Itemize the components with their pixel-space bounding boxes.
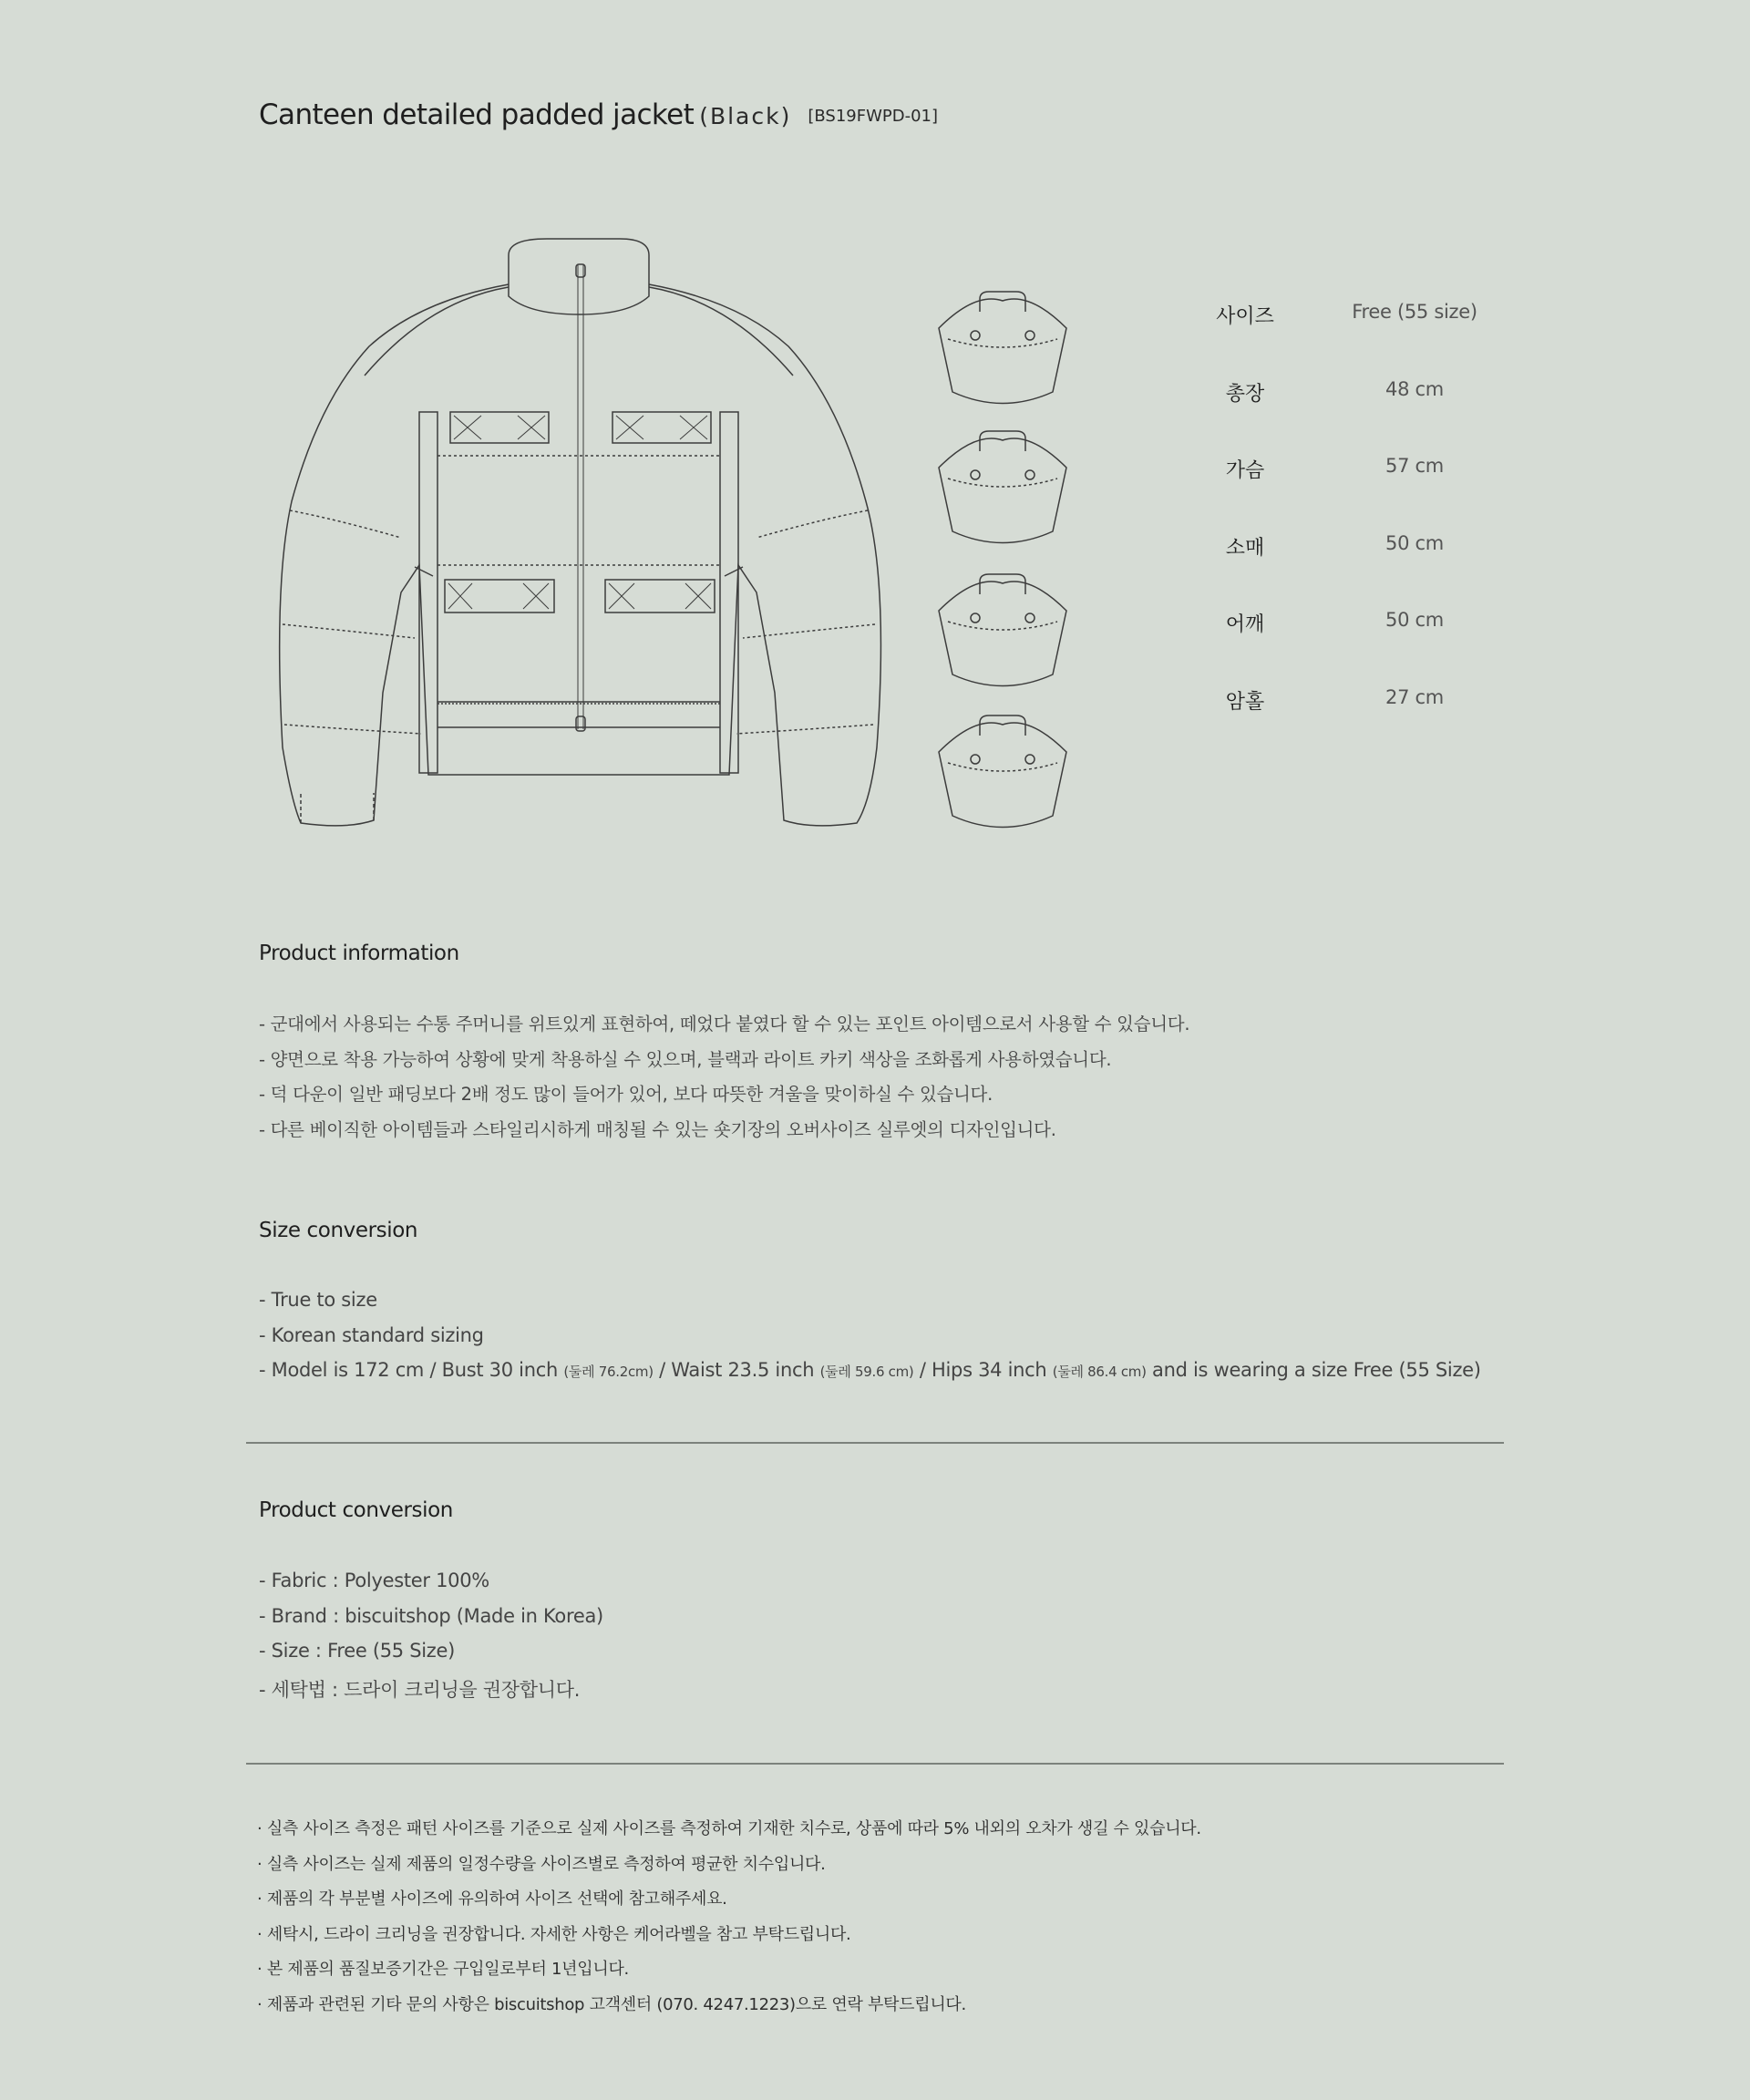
size-row <box>1185 378 1549 456</box>
size-value: 50 cm <box>1385 531 1444 554</box>
note-item: · 본 제품의 품질보증기간은 구입일로부터 1년입니다. <box>257 1960 629 1979</box>
size-row <box>1185 532 1549 610</box>
size-conversion-title: Size conversion <box>259 1219 418 1242</box>
size-label: 가슴 <box>1225 459 1265 483</box>
size-value: Free (55 size) <box>1352 301 1477 323</box>
product-information-list <box>259 1010 1189 1150</box>
note-item: · 세탁시, 드라이 크리닝을 권장합니다. 자세한 사항은 케어라벨을 참고 부탁드립니다. <box>257 1924 851 1944</box>
size-value: 57 cm <box>1385 455 1444 478</box>
size-value: 48 cm <box>1385 377 1444 400</box>
size-label: 총장 <box>1225 382 1265 406</box>
list-item: - 양면으로 착용 가능하여 상황에 맞게 착용하실 수 있으며, 블랙과 라이트 카키 색상을 조화롭게 사용하였습니다. <box>259 1048 1112 1070</box>
size-value: 27 cm <box>1385 685 1444 708</box>
product-code: [BS19FWPD-01] <box>808 107 939 126</box>
size-label: 소매 <box>1225 536 1265 560</box>
size-label: 사이즈 <box>1216 305 1274 328</box>
zipper <box>578 264 583 729</box>
list-item: - Fabric : Polyester 100% <box>259 1570 489 1591</box>
canteen-pouch-2 <box>939 431 1066 543</box>
product-conversion-title: Product conversion <box>259 1498 453 1522</box>
size-label: 어깨 <box>1225 613 1265 637</box>
size-row <box>1185 301 1549 378</box>
size-value: 50 cm <box>1385 609 1444 632</box>
size-row <box>1185 609 1549 686</box>
canteen-pouch-3 <box>939 574 1066 686</box>
size-conversion-list <box>259 1289 1481 1395</box>
divider <box>246 1763 1504 1765</box>
note-item: · 제품과 관련된 기타 문의 사항은 biscuitshop 고객센터 (070. 4247.1223)으로 연락 부탁드립니다. <box>257 1994 966 2014</box>
note-item: · 실측 사이즈는 실제 제품의 일정수량을 사이즈별로 측정하여 평균한 치수입니다. <box>257 1854 826 1874</box>
divider <box>246 1442 1504 1444</box>
tab-upper-left <box>450 412 549 443</box>
list-item: - 군대에서 사용되는 수통 주머니를 위트있게 표현하여, 떼었다 붙였다 할 수 있는 포인트 아이템으로서 사용할 수 있습니다. <box>259 1014 1190 1035</box>
canteen-pouch-1 <box>939 292 1066 404</box>
list-item: - 다른 베이직한 아이템들과 스타일리시하게 매칭될 수 있는 숏기장의 오버사이즈 실루엣의 디자인입니다. <box>259 1118 1056 1140</box>
list-item: - True to size <box>259 1289 377 1311</box>
product-color: (Black) <box>699 103 792 129</box>
list-item: - 덕 다운이 일반 패딩보다 2배 정도 많이 들어가 있어, 보다 따뜻한 겨울을 맞이하실 수 있습니다. <box>259 1084 993 1106</box>
list-item: - 세탁법 : 드라이 크리닝을 권장합니다. <box>259 1678 581 1701</box>
product-title <box>259 98 938 131</box>
product-conversion-list <box>259 1570 603 1710</box>
list-item: - Size : Free (55 Size) <box>259 1640 456 1662</box>
tab-lower-left <box>445 580 554 612</box>
notes-list <box>257 1816 1201 2026</box>
left-strap <box>419 412 438 773</box>
jacket-body <box>280 284 881 826</box>
list-item: - Korean standard sizing <box>259 1323 484 1346</box>
canteen-pouch-4 <box>939 715 1066 828</box>
note-item: · 제품의 각 부분별 사이즈에 유의하여 사이즈 선택에 참고해주세요. <box>257 1889 727 1909</box>
tab-upper-right <box>612 412 711 443</box>
size-row <box>1185 686 1549 764</box>
note-item: · 실측 사이즈 측정은 패턴 사이즈를 기준으로 실제 사이즈를 측정하여 기재한 치수로, 상품에 따라 5% 내외의 오차가 생길 수 있습니다. <box>257 1819 1201 1838</box>
size-label: 암홀 <box>1225 690 1265 714</box>
size-table <box>1185 301 1549 764</box>
list-item: - Brand : biscuitshop (Made in Korea) <box>259 1604 603 1627</box>
product-information-title: Product information <box>259 942 459 965</box>
model-measurements: - Model is 172 cm / Bust 30 inch (둘레 76.2cm) / Waist 23.5 inch (둘레 59.6 cm) / Hips 34 inch (둘레 86.4 cm) and is wearing a size Free (55 Size) <box>259 1359 1481 1381</box>
size-row <box>1185 455 1549 532</box>
jacket-flat-drawing <box>273 232 1094 843</box>
right-strap <box>720 412 738 773</box>
product-name: Canteen detailed padded jacket <box>259 98 695 131</box>
